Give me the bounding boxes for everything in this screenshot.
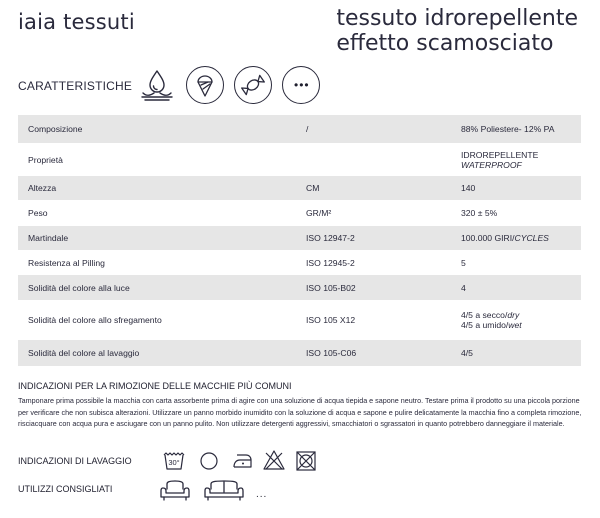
spec-value-text: IDROREPELLENTE (461, 149, 539, 160)
spec-row (18, 115, 581, 143)
spec-value-text: 140 (461, 183, 476, 193)
spec-value-text: 4 (461, 282, 466, 293)
water-repellent-icon (138, 66, 176, 104)
no-bleach-icon (262, 448, 286, 472)
features-label: CARATTERISTICHE (18, 79, 133, 93)
spec-value-line (461, 183, 581, 193)
spec-value2-text: WATERPROOF (461, 159, 522, 170)
spec-value2-italic: wet (508, 320, 522, 330)
spec-value-text: 320 ± 5% (461, 208, 498, 218)
no-tumble-dry-icon (294, 448, 318, 472)
dry-clean-icon (197, 448, 221, 472)
wash-30-icon (162, 448, 186, 472)
spec-value-line2 (461, 320, 581, 330)
washing-label: INDICAZIONI DI LAVAGGIO (18, 456, 132, 466)
spec-name: Martindale (18, 226, 291, 250)
spec-standard: / (291, 115, 446, 143)
spec-value-line (461, 150, 581, 160)
spec-standard: CM (291, 176, 446, 200)
spec-value2-text: 4/5 a umido/ (461, 320, 509, 330)
spec-name: Proprietà (18, 143, 291, 176)
spec-standard: ISO 105-C06 (291, 340, 446, 366)
more-uses-indicator: ... (256, 489, 268, 500)
spec-standard: ISO 105-B02 (291, 275, 446, 300)
spec-row (18, 300, 581, 340)
spec-value-text: 5 (461, 257, 466, 268)
spec-standard: GR/M² (291, 200, 446, 226)
spec-row (18, 250, 581, 275)
wash-temp-label: 30° (168, 458, 180, 467)
spec-name: Resistenza al Pilling (18, 250, 291, 275)
product-title (336, 6, 578, 56)
spec-value-italic: CYCLES (514, 233, 549, 243)
spec-name: Solidità del colore al lavaggio (18, 340, 291, 366)
spec-value-line (461, 208, 581, 218)
brand-logo: iaia tessuti (18, 10, 135, 34)
candy-icon (234, 66, 272, 104)
spec-name: Composizione (18, 115, 291, 143)
stain-instructions: Tamponare prima possibile la macchia con carta assorbente prima di agire con una soluzione di acqua tiepida e sapone neutro. Testare prima il prodotto su una piccola porzione per verificare che non subisca alterazioni. Utilizzare un panno morbido inumidito con la soluzione di acqua e sapone e pulire delicatamente la macchia fino a completa rimozione, risciacquare con acqua pura e asciugare con un panno pulito. Non utilizzare detergenti aggressivi, smacchiatori o sgrassatori in quanto potrebbero danneggiare il materiale. (18, 396, 582, 428)
stain-heading: INDICAZIONI PER LA RIMOZIONE DELLE MACCHIE PIÙ COMUNI (18, 381, 292, 391)
spec-standard: ISO 105 X12 (291, 300, 446, 340)
spec-value-text: 4/5 (461, 348, 473, 358)
spec-standard: ISO 12945-2 (291, 250, 446, 275)
spec-value (446, 226, 581, 250)
spec-name: Altezza (18, 176, 291, 200)
spec-value-line (461, 124, 581, 134)
product-title-line1: tessuto idrorepellente (336, 6, 578, 31)
spec-row (18, 143, 581, 176)
spec-name: Solidità del colore allo sfregamento (18, 300, 291, 340)
spec-row (18, 226, 581, 250)
spec-value-text: 4/5 a secco/ (461, 310, 508, 320)
spec-value (446, 143, 581, 176)
spec-name: Peso (18, 200, 291, 226)
spec-standard (291, 143, 446, 176)
spec-value-italic: dry (507, 310, 520, 320)
spec-value (446, 300, 581, 340)
sofa-icon (204, 480, 244, 502)
spec-value (446, 340, 581, 366)
uses-label: UTILIZZI CONSIGLIATI (18, 484, 113, 494)
spec-row (18, 200, 581, 226)
ice-cream-icon (186, 66, 224, 104)
spec-row (18, 176, 581, 200)
spec-value-line (461, 283, 581, 293)
spec-value (446, 200, 581, 226)
spec-table (18, 115, 581, 366)
spec-standard: ISO 12947-2 (291, 226, 446, 250)
spec-value (446, 250, 581, 275)
spec-row (18, 275, 581, 300)
spec-value-line (461, 233, 581, 243)
spec-value-line (461, 348, 581, 358)
spec-name: Solidità del colore alla luce (18, 275, 291, 300)
spec-value (446, 275, 581, 300)
spec-value (446, 176, 581, 200)
spec-value-line (461, 258, 581, 268)
iron-low-icon (230, 448, 254, 472)
spec-value-line2 (461, 160, 581, 170)
spec-value-line (461, 310, 581, 320)
product-title-line2: effetto scamosciato (336, 31, 554, 56)
spec-value-text: 100.000 GIRI/ (461, 233, 515, 243)
spec-value-text: 88% Poliestere- 12% PA (461, 124, 555, 134)
spec-row (18, 340, 581, 366)
more-dots: ••• (294, 78, 310, 92)
more-icon[interactable] (282, 66, 320, 104)
armchair-icon (160, 480, 190, 502)
spec-value (446, 115, 581, 143)
